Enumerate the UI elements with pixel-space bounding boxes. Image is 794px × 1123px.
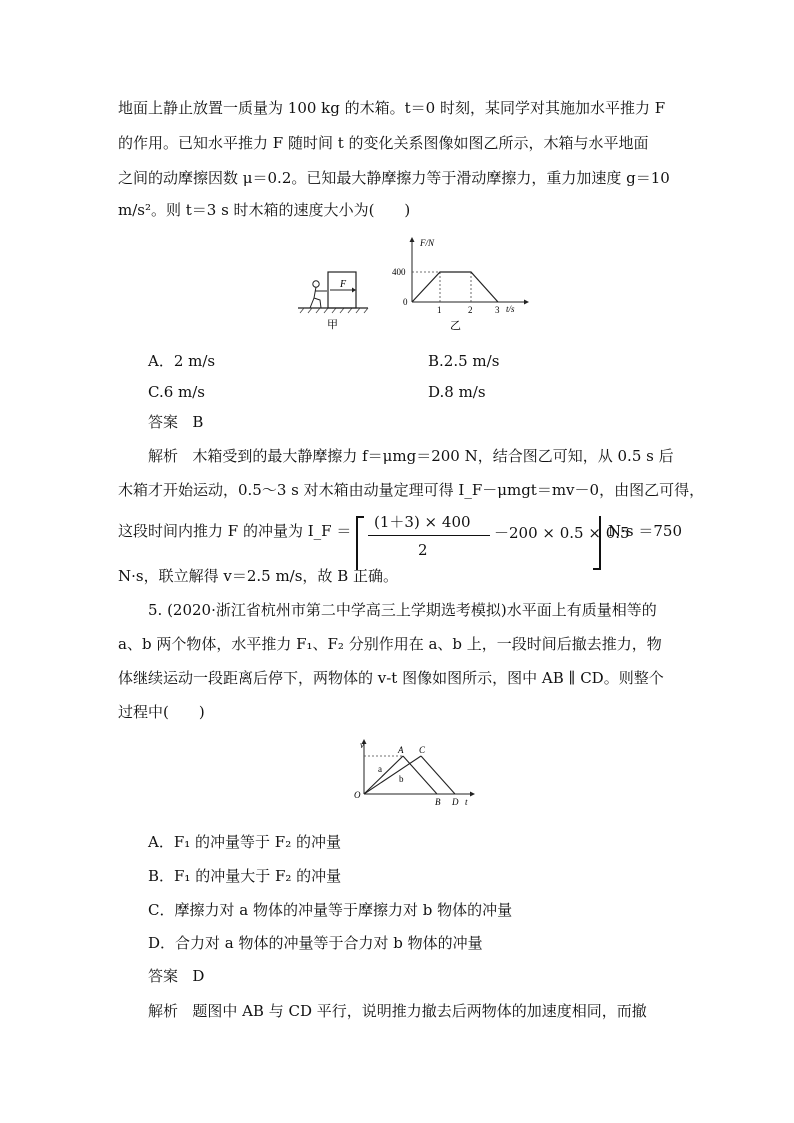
q4-answer-value: B: [192, 413, 204, 431]
fig5-label-C: C: [419, 745, 426, 755]
fig5-label-b: b: [399, 774, 404, 784]
q5-text-line-1: 5. (2020·浙江省杭州市第二中学高三上学期选考模拟)水平面上有质量相等的: [148, 601, 657, 619]
fig5-label-B: B: [435, 797, 441, 806]
fig-jia-caption: 甲: [327, 319, 338, 331]
fig-yi-ylabel: F/N: [420, 238, 435, 248]
q4-analysis-3-pre: 这段时间内推力 F 的冲量为 I_F ＝: [118, 522, 352, 540]
q4-text-line-4: m/s²。则 t＝3 s 时木箱的速度大小为( ): [118, 201, 411, 219]
figure-vt-graph: [346, 736, 476, 806]
q5-option-c: C．摩擦力对 a 物体的冲量等于摩擦力对 b 物体的冲量: [148, 901, 513, 919]
figure-jia: [294, 262, 374, 332]
q5-analysis-text-1: 题图中 AB 与 CD 平行，说明推力撤去后两物体的加速度相同，而撤: [192, 1002, 647, 1020]
fig5-label-A: A: [398, 745, 404, 755]
q4-analysis-3-post: N·s ＝750: [608, 522, 682, 540]
fig-jia-label-F: F: [340, 279, 347, 290]
figure-yi-ft-graph: [384, 234, 534, 334]
fig-yi-tick-0: 0: [403, 297, 408, 307]
q4-answer: [148, 412, 203, 432]
q5-answer-label: 答案: [148, 967, 179, 985]
q5-option-b: B．F₁ 的冲量大于 F₂ 的冲量: [148, 867, 342, 885]
fig-yi-tick-3: 3: [495, 305, 500, 315]
q5-text-line-4: 过程中( ): [118, 703, 205, 721]
q4-option-b: B.2.5 m/s: [428, 352, 500, 370]
q5-text-line-2: a、b 两个物体，水平推力 F₁、F₂ 分别作用在 a、b 上，一段时间后撤去推力，物: [118, 635, 662, 653]
q4-answer-label: 答案: [148, 413, 179, 431]
q4-analysis-4: N·s，联立解得 v＝2.5 m/s，故 B 正确。: [118, 567, 398, 585]
q4-text-line-3: 之间的动摩擦因数 μ＝0.2。已知最大静摩擦力等于滑动摩擦力，重力加速度 g＝10: [118, 169, 670, 187]
q4-option-a: A．2 m/s: [148, 352, 216, 370]
fig-yi-tick-2: 2: [468, 305, 473, 315]
q5-answer: [148, 966, 204, 986]
q5-analysis-1: [148, 1001, 647, 1021]
q4-option-d: D.8 m/s: [428, 383, 486, 401]
q4-analysis-2: 木箱才开始运动，0.5～3 s 对木箱由动量定理可得 I_F－μmgt＝mv－0，由图乙可得，: [118, 481, 705, 499]
q4-text-line-1: 地面上静止放置一质量为 100 kg 的木箱。t＝0 时刻，某同学对其施加水平推力 F: [118, 99, 666, 117]
q4-analysis-label: 解析: [148, 447, 179, 465]
q5-text-line-3: 体继续运动一段距离后停下，两物体的 v-t 图像如图所示，图中 AB ∥ CD。则整个: [118, 669, 664, 687]
formula-denominator: 2: [418, 541, 428, 559]
fig5-label-t: t: [465, 797, 468, 806]
formula-numerator: (1＋3) × 400: [374, 513, 471, 531]
formula-tail: －200 × 0.5 × 0.5: [494, 524, 630, 542]
q4-analysis-text-1: 木箱受到的最大静摩擦力 f＝μmg＝200 N，结合图乙可知，从 0.5 s 后: [192, 447, 674, 465]
fig-yi-tick-1: 1: [437, 305, 442, 315]
fig5-label-a: a: [378, 764, 382, 774]
q5-analysis-label: 解析: [148, 1002, 179, 1020]
fig-yi-caption: 乙: [450, 320, 461, 332]
q5-option-a: A．F₁ 的冲量等于 F₂ 的冲量: [148, 833, 341, 851]
q4-text-line-2: 的作用。已知水平推力 F 随时间 t 的变化关系图像如图乙所示，木箱与水平地面: [118, 134, 649, 152]
q5-answer-value: D: [192, 967, 205, 985]
fig5-label-O: O: [354, 790, 361, 800]
q4-analysis-1: [148, 446, 674, 466]
fig5-label-v: v: [360, 740, 364, 750]
q4-impulse-formula: [356, 510, 630, 566]
q5-option-d: D．合力对 a 物体的冲量等于合力对 b 物体的冲量: [148, 934, 483, 952]
fig5-label-D: D: [452, 797, 459, 806]
fig-yi-xlabel: t/s: [506, 304, 515, 314]
fig-yi-tick-400: 400: [392, 267, 406, 277]
q4-option-c: C.6 m/s: [148, 383, 205, 401]
